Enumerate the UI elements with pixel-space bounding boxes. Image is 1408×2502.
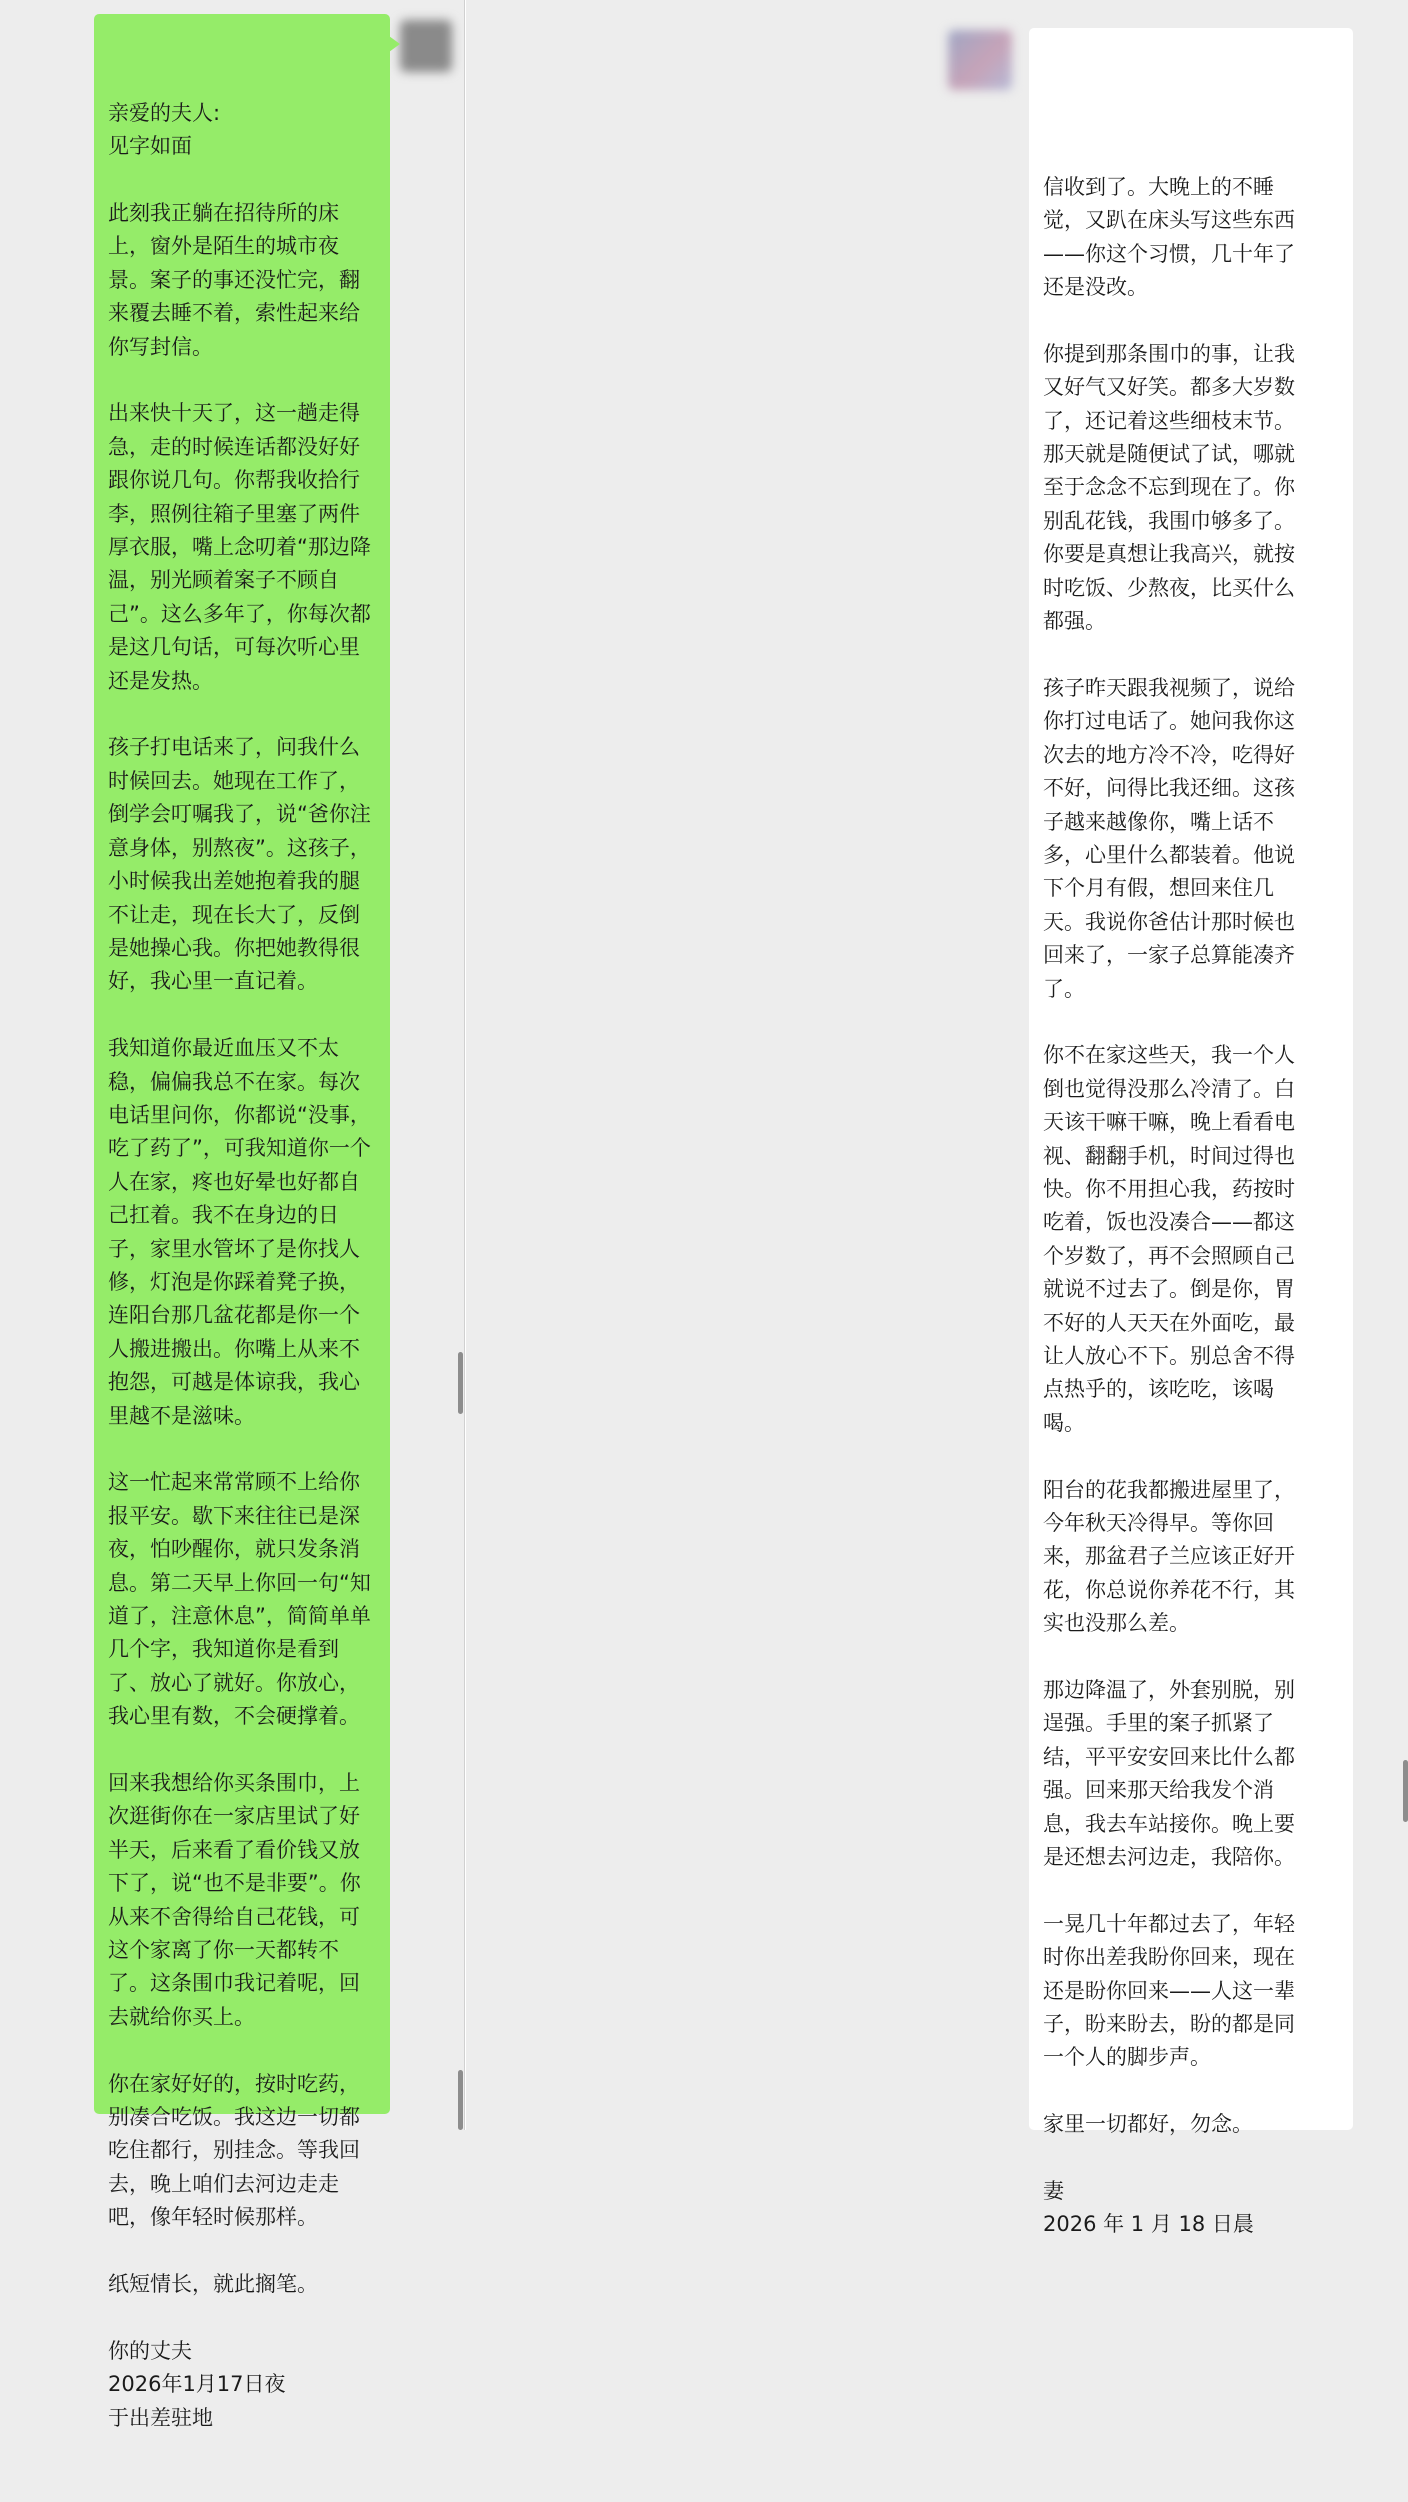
left-chat-pane[interactable] [0, 0, 464, 2430]
letter-line: 出来快十天了，这一趟走得 [108, 401, 360, 426]
paragraph-gap [1043, 1641, 1347, 1674]
letter-line: 上，窗外是陌生的城市夜 [108, 234, 339, 259]
letter-line: 吃了药了”，可我知道你一个 [108, 1136, 371, 1161]
letter-line: 稳，偏偏我总不在家。每次 [108, 1069, 360, 1094]
letter-line: 人在家，疼也好晕也好都自 [108, 1169, 360, 1194]
letter-signature-line: 妻 [1043, 2179, 1064, 2204]
letter-line: 花，你总说你养花不行，其 [1043, 1577, 1295, 1602]
letter-line: 了。这条围巾我记着呢，回 [108, 1971, 360, 1996]
letter-line: 去，晚上咱们去河边走走 [108, 2171, 339, 2196]
paragraph-gap [1043, 2142, 1347, 2175]
sent-message-bubble[interactable] [94, 14, 390, 2430]
letter-line: 点热乎的，该吃吃，该喝 [1043, 1377, 1274, 1402]
letter-line: 次逛街你在一家店里试了好 [108, 1804, 360, 1829]
letter-line: 快。你不用担心我，药按时 [1043, 1176, 1295, 1201]
letter-line: 不让走，现在长大了，反倒 [108, 902, 360, 927]
letter-line: 时候回去。她现在工作了， [108, 768, 360, 793]
letter-line: 别乱花钱，我围巾够多了。 [1043, 508, 1295, 533]
letter-line: 还是发热。 [108, 668, 213, 693]
letter-line: 下了，说“也不是非要”。你 [108, 1871, 361, 1896]
letter-line: 小时候我出差她抱着我的腿 [108, 869, 360, 894]
letter-line: 个岁数了，再不会照顾自己 [1043, 1243, 1295, 1268]
letter-line: 吃着，饭也没凑合——都这 [1043, 1210, 1295, 1235]
received-letter-body [1043, 171, 1347, 2242]
paragraph-gap [108, 698, 378, 731]
paragraph-gap [108, 164, 378, 197]
letter-line: 就说不过去了。倒是你，胃 [1043, 1277, 1295, 1302]
paragraph-gap [108, 2302, 378, 2335]
letter-line: 是还想去河边走，我陪你。 [1043, 1845, 1295, 1870]
letter-line: 来，那盆君子兰应该正好开 [1043, 1544, 1295, 1569]
letter-line: 又好气又好笑。都多大岁数 [1043, 375, 1295, 400]
letter-line: 都强。 [1043, 609, 1106, 634]
letter-line: 修，灯泡是你踩着凳子换， [108, 1269, 360, 1294]
letter-line: 息。第二天早上你回一句“知 [108, 1570, 371, 1595]
letter-line: 报平安。歇下来往往已是深 [108, 1503, 360, 1528]
letter-line: 此刻我正躺在招待所的床 [108, 201, 339, 226]
letter-line: 吃住都行，别挂念。等我回 [108, 2138, 360, 2163]
letter-line: 那边降温了，外套别脱，别 [1043, 1678, 1295, 1703]
letter-line: 半天，后来看了看价钱又放 [108, 1837, 360, 1862]
letter-line: 下个月有假，想回来住几 [1043, 876, 1274, 901]
letter-line: 喝。 [1043, 1410, 1085, 1435]
letter-line: 己”。这么多年了，你每次都 [108, 601, 371, 626]
left-scrollbar-lower[interactable] [458, 2070, 463, 2130]
letter-line: 你提到那条围巾的事，让我 [1043, 341, 1295, 366]
letter-line: 了。 [1043, 976, 1085, 1001]
letter-line: 你不在家这些天，我一个人 [1043, 1043, 1295, 1068]
letter-signature-line: 2026年1月17日夜 [108, 2372, 286, 2397]
right-chat-pane[interactable] [466, 0, 1295, 2237]
paragraph-gap [108, 1433, 378, 1466]
letter-line: 你要是真想让我高兴，就按 [1043, 542, 1295, 567]
paragraph-gap [1043, 2075, 1347, 2108]
letter-line: 跟你说几句。你帮我收拾行 [108, 468, 360, 493]
letter-line: 强。回来那天给我发个消 [1043, 1778, 1274, 1803]
letter-line: 孩子打电话来了，问我什么 [108, 735, 360, 760]
letter-line: 不好的人天天在外面吃，最 [1043, 1310, 1295, 1335]
paragraph-gap [108, 2235, 378, 2268]
letter-line: 一晃几十年都过去了，年轻 [1043, 1911, 1295, 1936]
letter-line: 抱怨，可越是体谅我，我心 [108, 1370, 360, 1395]
letter-line: 了，还记着这些细枝末节。 [1043, 408, 1295, 433]
letter-line: 子，家里水管坏了是你找人 [108, 1236, 360, 1261]
sent-letter-body [108, 97, 378, 2435]
letter-line: 倒也觉得没那么冷清了。白 [1043, 1076, 1295, 1101]
letter-line: 觉，又趴在床头写这些东西 [1043, 208, 1295, 233]
letter-line: 家里一切都好，勿念。 [1043, 2112, 1253, 2137]
letter-line: 温，别光顾着案子不顾自 [108, 568, 339, 593]
paragraph-gap [1043, 304, 1347, 337]
letter-line: 信收到了。大晚上的不睡 [1043, 174, 1274, 199]
paragraph-gap [108, 2034, 378, 2067]
letter-line: 道了，注意休息”，简简单单 [108, 1604, 371, 1629]
letter-line: 李，照例往箱子里塞了两件 [108, 501, 360, 526]
paragraph-gap [108, 364, 378, 397]
letter-line: 阳台的花我都搬进屋里了， [1043, 1477, 1295, 1502]
letter-line: 让人放心不下。别总舍不得 [1043, 1343, 1295, 1368]
letter-line: 纸短情长，就此搁笔。 [108, 2272, 318, 2297]
paragraph-gap [1043, 638, 1347, 671]
letter-line: 天该干嘛干嘛，晚上看看电 [1043, 1110, 1295, 1135]
letter-line: 好，我心里一直记着。 [108, 969, 318, 994]
letter-line: 天。我说你爸估计那时候也 [1043, 909, 1295, 934]
letter-line: 里越不是滋味。 [108, 1403, 255, 1428]
letter-line: 我知道你最近血压又不太 [108, 1036, 339, 1061]
letter-line: 你在家好好的，按时吃药， [108, 2071, 360, 2096]
letter-line: 今年秋天冷得早。等你回 [1043, 1511, 1274, 1535]
letter-line: 一个人的脚步声。 [1043, 2045, 1211, 2070]
letter-line: 时吃饭、少熬夜，比买什么 [1043, 575, 1295, 600]
letter-line: 回来了，一家子总算能凑齐 [1043, 943, 1295, 968]
letter-line: 连阳台那几盆花都是你一个 [108, 1303, 360, 1328]
letter-line: 来覆去睡不着，索性起来给 [108, 301, 360, 326]
letter-line: 不好，问得比我还细。这孩 [1043, 776, 1295, 801]
letter-line: 几个字，我知道你是看到 [108, 1637, 339, 1662]
letter-line: 从来不舍得给自己花钱，可 [108, 1904, 360, 1929]
letter-greeting: 见字如面 [108, 134, 192, 159]
letter-line: 吧，像年轻时候那样。 [108, 2205, 318, 2230]
letter-line: 次去的地方冷不冷，吃得好 [1043, 742, 1295, 767]
letter-line: 你打过电话了。她问我你这 [1043, 709, 1295, 734]
letter-line: 己扛着。我不在身边的日 [108, 1203, 339, 1228]
letter-line: 是她操心我。你把她教得很 [108, 935, 360, 960]
letter-line: 孩子昨天跟我视频了，说给 [1043, 675, 1295, 700]
letter-line: 逞强。手里的案子抓紧了 [1043, 1711, 1274, 1736]
letter-line: 意身体，别熬夜”。这孩子， [108, 835, 371, 860]
received-message-bubble[interactable] [1029, 28, 1353, 2237]
letter-line: 结，平平安安回来比什么都 [1043, 1744, 1295, 1769]
letter-line: 这一忙起来常常顾不上给你 [108, 1470, 360, 1495]
letter-line: 息，我去车站接你。晚上要 [1043, 1811, 1295, 1836]
letter-signature-line: 你的丈夫 [108, 2338, 192, 2363]
letter-salutation: 亲爱的夫人: [108, 100, 221, 125]
letter-line: 时你出差我盼你回来，现在 [1043, 1945, 1295, 1970]
letter-line: 至于念念不忘到现在了。你 [1043, 475, 1295, 500]
recipient-avatar[interactable] [948, 30, 1012, 90]
letter-line: 厚衣服，嘴上念叨着“那边降 [108, 535, 371, 560]
letter-line: 电话里问你，你都说“没事， [108, 1102, 371, 1127]
letter-line: 人搬进搬出。你嘴上从来不 [108, 1336, 360, 1361]
letter-line: 别凑合吃饭。我这边一切都 [108, 2105, 360, 2130]
letter-line: 多，心里什么都装着。他说 [1043, 842, 1295, 867]
paragraph-gap [1043, 1874, 1347, 1907]
letter-line: 景。案子的事还没忙完，翻 [108, 267, 360, 292]
letter-line: 子，盼来盼去，盼的都是同 [1043, 2012, 1295, 2037]
letter-line: 还是盼你回来——人这一辈 [1043, 1978, 1295, 2003]
letter-line: 子越来越像你，嘴上话不 [1043, 809, 1274, 834]
letter-line: 回来我想给你买条围巾，上 [108, 1771, 360, 1796]
letter-line: ——你这个习惯，几十年了 [1043, 241, 1295, 266]
paragraph-gap [1043, 1440, 1347, 1473]
paragraph-gap [1043, 1006, 1347, 1039]
letter-line: 了、放心了就好。你放心， [108, 1670, 360, 1695]
letter-line: 急，走的时候连话都没好好 [108, 434, 360, 459]
letter-line: 倒学会叮嘱我了，说“爸你注 [108, 802, 371, 827]
letter-line: 这个家离了你一天都转不 [108, 1938, 339, 1963]
right-scrollbar-thumb[interactable] [1403, 1760, 1408, 1822]
paragraph-gap [108, 1734, 378, 1767]
letter-signature-line: 2026 年 1 月 18 日晨 [1043, 2212, 1254, 2237]
left-scrollbar-thumb[interactable] [458, 1352, 463, 1414]
sender-avatar[interactable] [400, 20, 452, 72]
letter-line: 夜，怕吵醒你，就只发条消 [108, 1537, 360, 1562]
letter-line: 去就给你买上。 [108, 2004, 255, 2029]
letter-line: 视、翻翻手机，时间过得也 [1043, 1143, 1295, 1168]
letter-signature-line: 于出差驻地 [108, 2405, 213, 2430]
letter-line: 还是没改。 [1043, 275, 1148, 300]
letter-line: 是这几句话，可每次听心里 [108, 635, 360, 660]
letter-line: 我心里有数，不会硬撑着。 [108, 1704, 360, 1729]
letter-line: 那天就是随便试了试，哪就 [1043, 442, 1295, 467]
letter-line: 你写封信。 [108, 334, 213, 359]
letter-line: 实也没那么差。 [1043, 1611, 1190, 1636]
paragraph-gap [108, 999, 378, 1032]
